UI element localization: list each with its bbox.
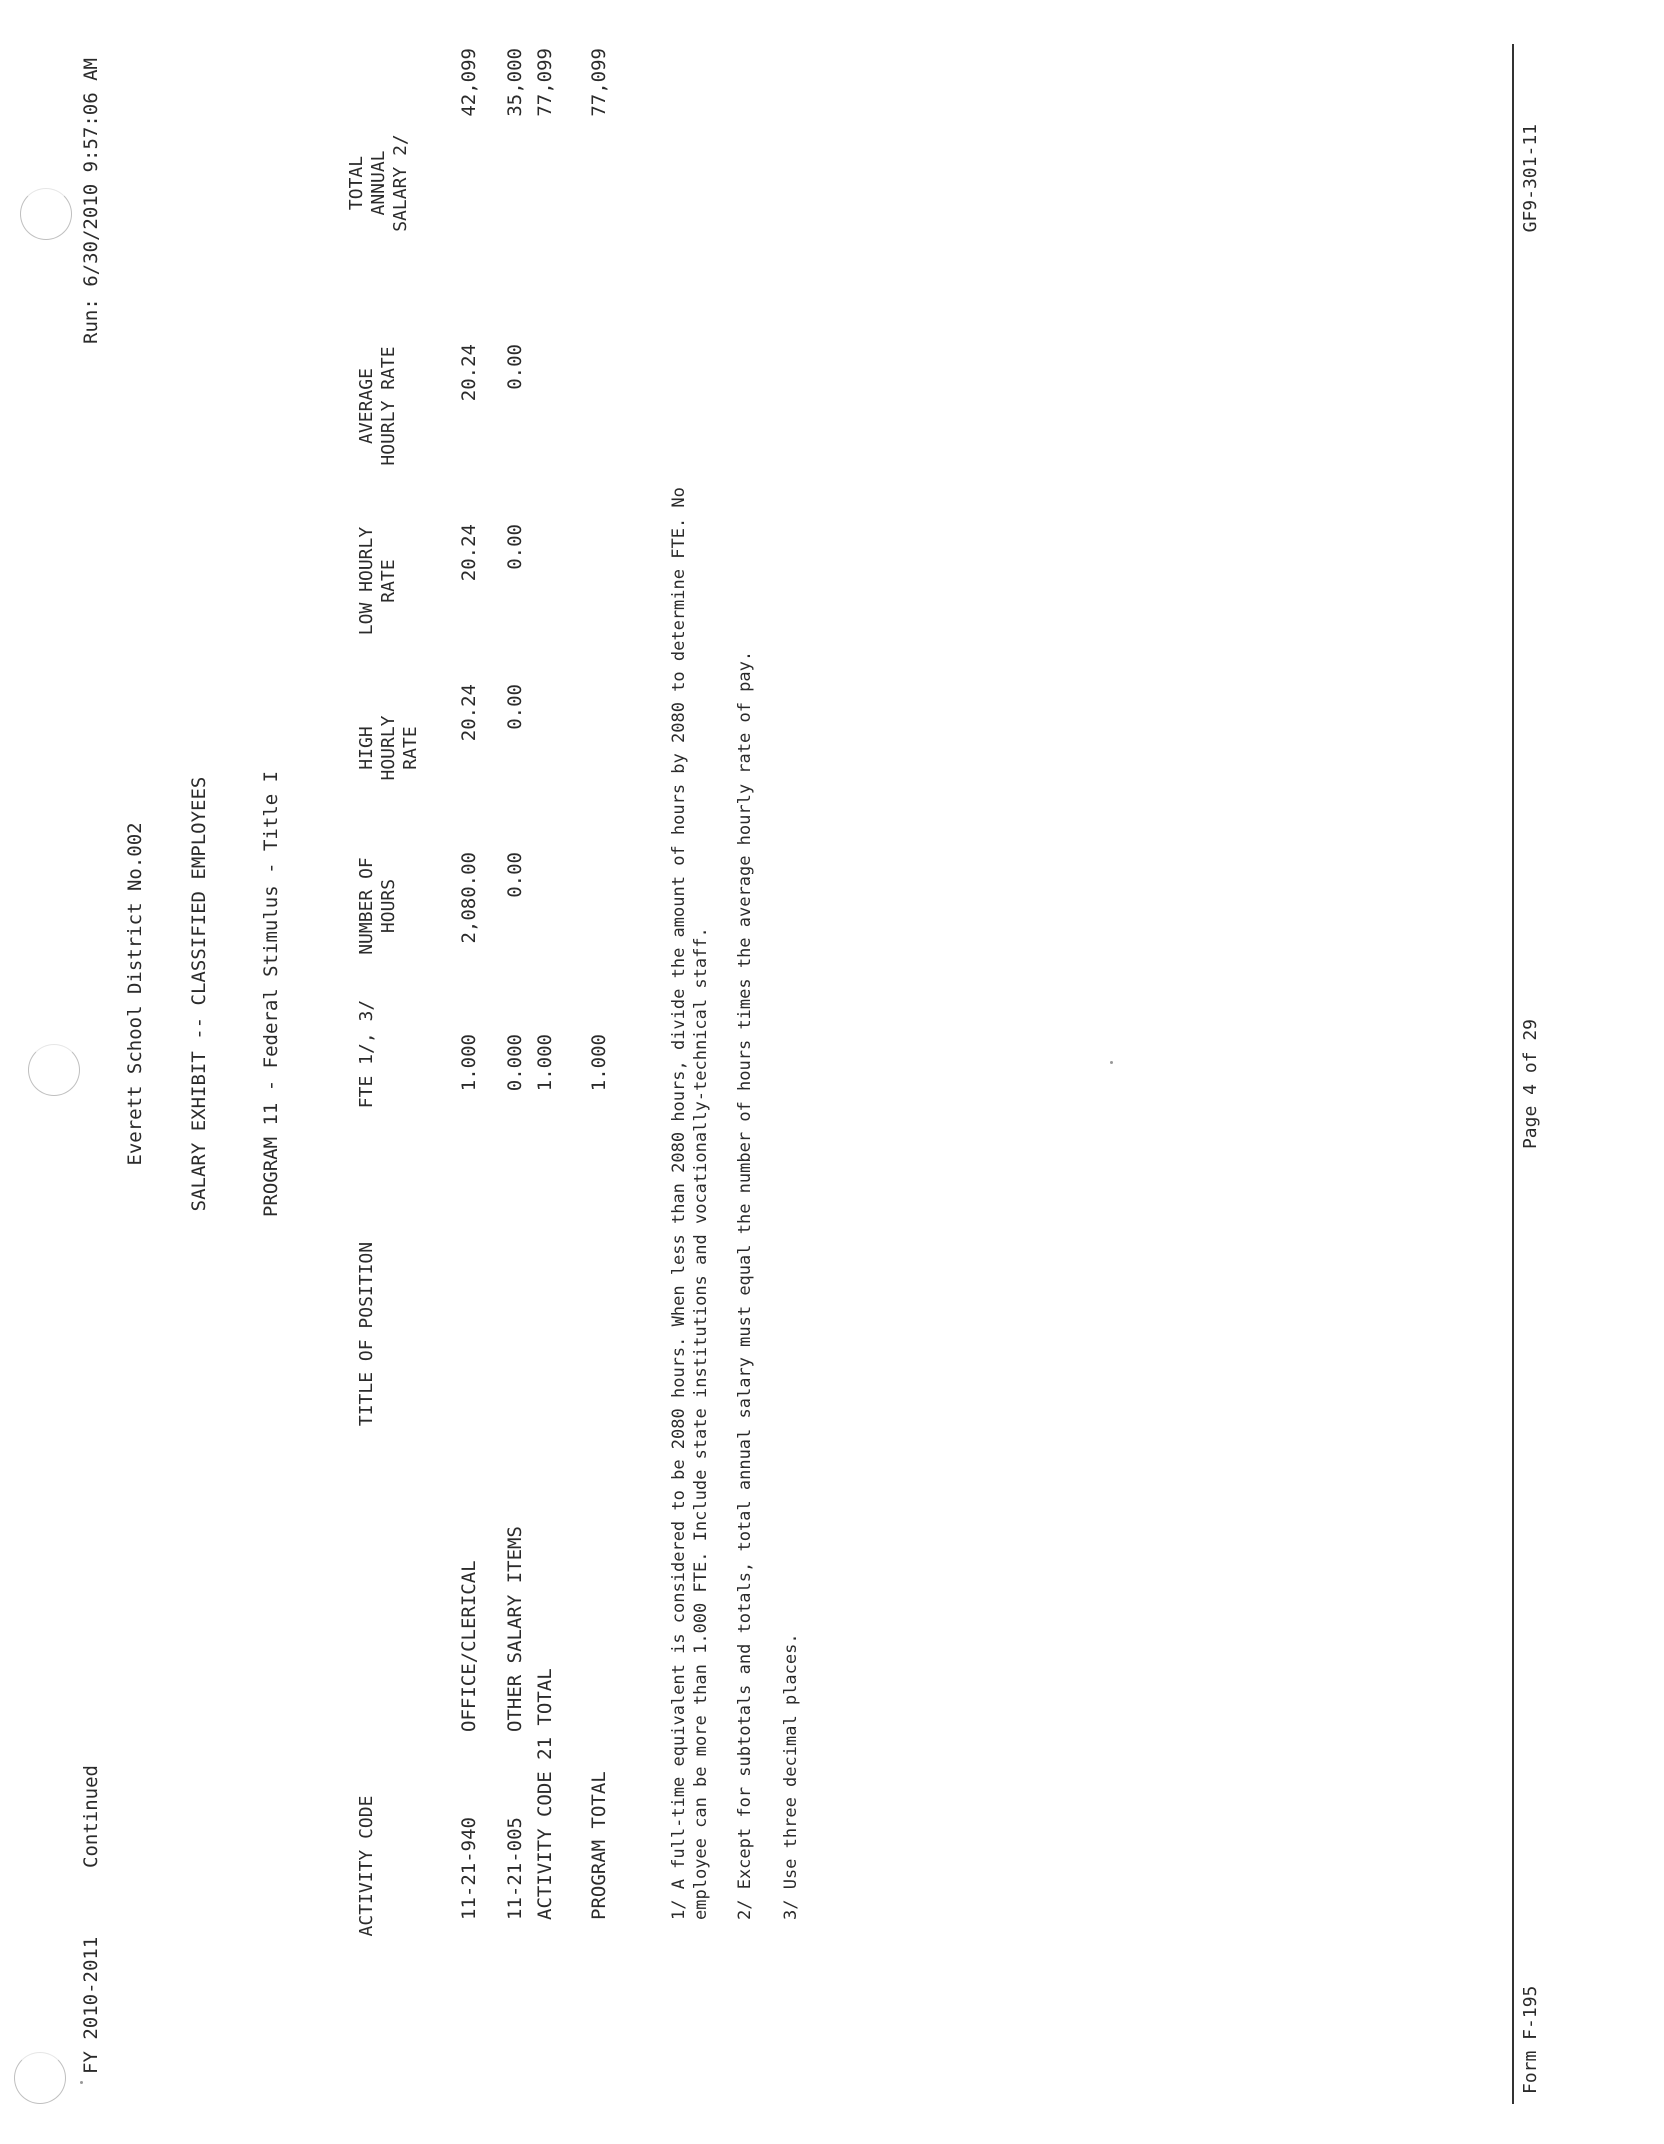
- footnote-2: 2/ Except for subtotals and totals, total annual salary must equal the number of hours times the average hourly rate of pay.: [735, 650, 755, 1920]
- program-title: PROGRAM 11 - Federal Stimulus - Title I: [260, 770, 282, 1218]
- scan-speck: [80, 2081, 83, 2084]
- exhibit-title: SALARY EXHIBIT -- CLASSIFIED EMPLOYEES: [188, 776, 210, 1212]
- row-low-rate: 20.24: [458, 524, 480, 582]
- district-name: Everett School District No.002: [124, 822, 146, 1166]
- row-high-rate: 20.24: [458, 684, 480, 742]
- row-position-title: OFFICE/CLERICAL: [458, 1560, 480, 1732]
- row-fte: 0.000: [504, 1034, 526, 1092]
- run-timestamp: Run: 6/30/2010 9:57:06 AM: [80, 58, 102, 344]
- row-hours: 2,080.00: [458, 852, 480, 944]
- row-position-title: OTHER SALARY ITEMS: [504, 1526, 526, 1732]
- form-code: GF9-301-11: [1520, 124, 1541, 233]
- footnote-3: 3/ Use three decimal places.: [781, 1633, 801, 1920]
- row-high-rate: 0.00: [504, 684, 526, 730]
- col-number-of-hours: NUMBER OF HOURS: [356, 857, 399, 955]
- program-total-salary: 77,099: [588, 48, 610, 117]
- program-total-label: PROGRAM TOTAL: [588, 1771, 610, 1920]
- col-low-hourly-rate: LOW HOURLY RATE: [356, 526, 399, 636]
- row-activity-code: 11-21-005: [504, 1817, 526, 1920]
- col-average-hourly-rate: AVERAGE HOURLY RATE: [356, 346, 399, 466]
- row-average-rate: 0.00: [504, 344, 526, 390]
- activity-total-fte: 1.000: [534, 1034, 556, 1092]
- row-fte: 1.000: [458, 1034, 480, 1092]
- form-number: Form F-195: [1520, 1985, 1541, 2094]
- activity-total-salary: 77,099: [534, 48, 556, 117]
- row-activity-code: 11-21-940: [458, 1817, 480, 1920]
- row-total-salary: 35,000: [504, 48, 526, 117]
- punch-hole-left: [14, 2052, 66, 2104]
- col-activity-code: ACTIVITY CODE: [356, 1795, 377, 1937]
- program-total-fte: 1.000: [588, 1034, 610, 1092]
- scan-speck: [1110, 1061, 1113, 1064]
- footer-rule: [1512, 44, 1514, 2104]
- fiscal-year: FY 2010-2011: [80, 1936, 102, 2074]
- col-total-annual-salary: TOTAL ANNUAL SALARY 2/: [346, 134, 411, 232]
- col-title-of-position: TITLE OF POSITION: [356, 1241, 377, 1427]
- footnote-1-line-1: 1/ A full-time equivalent is considered to be 2080 hours. When less than 2080 hours, divide the amount of hours by 2080 to determine FTE. No: [669, 487, 689, 1920]
- activity-total-label: ACTIVITY CODE 21 TOTAL: [534, 1668, 556, 1920]
- col-fte: FTE 1/, 3/: [356, 999, 377, 1109]
- page-number: Page 4 of 29: [1520, 1018, 1541, 1150]
- footnote-1-line-2: employee can be more than 1.000 FTE. Include state institutions and vocationally-technical staff.: [691, 927, 711, 1920]
- row-total-salary: 42,099: [458, 48, 480, 117]
- col-high-hourly-rate: HIGH HOURLY RATE: [356, 715, 421, 781]
- row-average-rate: 20.24: [458, 344, 480, 402]
- row-low-rate: 0.00: [504, 524, 526, 570]
- punch-hole-center: [28, 1044, 80, 1096]
- punch-hole-right: [20, 188, 72, 240]
- continued-label: Continued: [80, 1765, 102, 1868]
- row-hours: 0.00: [504, 852, 526, 898]
